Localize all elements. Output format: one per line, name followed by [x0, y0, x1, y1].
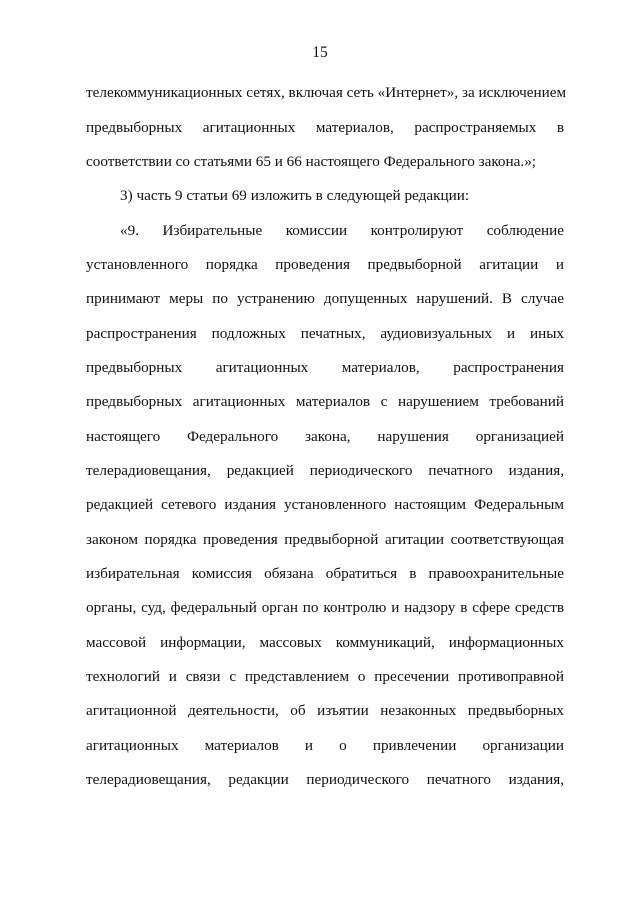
text-line: предвыборных агитационных материалов, распространения [86, 359, 564, 376]
text-line: агитационных материалов и о привлечении организации [86, 737, 564, 754]
text-line: установленного порядка проведения предвыборной агитации и [86, 256, 564, 273]
text-line: 3) часть 9 статьи 69 изложить в следующей редакции: [120, 187, 470, 204]
text-line: принимают меры по устранению допущенных нарушений. В случае [86, 290, 564, 307]
text-line: соответствии со статьями 65 и 66 настоящего Федерального закона.»; [86, 153, 537, 170]
text-line: агитационной деятельности, об изъятии незаконных предвыборных [86, 702, 564, 719]
text-line: редакцией сетевого издания установленного настоящим Федеральным [86, 496, 564, 513]
text-line: технологий и связи с представлением о пресечении противоправной [86, 668, 564, 685]
page-number: 15 [312, 44, 328, 61]
text-line: телекоммуникационных сетях, включая сеть «Интернет», за исключением [86, 84, 567, 101]
text-line: телерадиовещания, редакцией периодического печатного издания, [86, 462, 564, 479]
text-line: органы, суд, федеральный орган по контролю и надзору в сфере средств [86, 599, 564, 616]
text-line: предвыборных агитационных материалов с нарушением требований [86, 393, 564, 410]
text-line: законом порядка проведения предвыборной агитации соответствующая [86, 531, 564, 548]
text-line: распространения подложных печатных, аудиовизуальных и иных [86, 325, 564, 342]
text-line: «9. Избирательные комиссии контролируют соблюдение [120, 222, 564, 239]
text-line: избирательная комиссия обязана обратиться в правоохранительные [86, 565, 564, 582]
text-line: настоящего Федерального закона, нарушения организацией [86, 428, 564, 445]
text-line: телерадиовещания, редакции периодического печатного издания, [86, 771, 564, 788]
text-line: предвыборных агитационных материалов, распространяемых в [86, 119, 564, 136]
text-line: массовой информации, массовых коммуникаций, информационных [86, 634, 564, 651]
